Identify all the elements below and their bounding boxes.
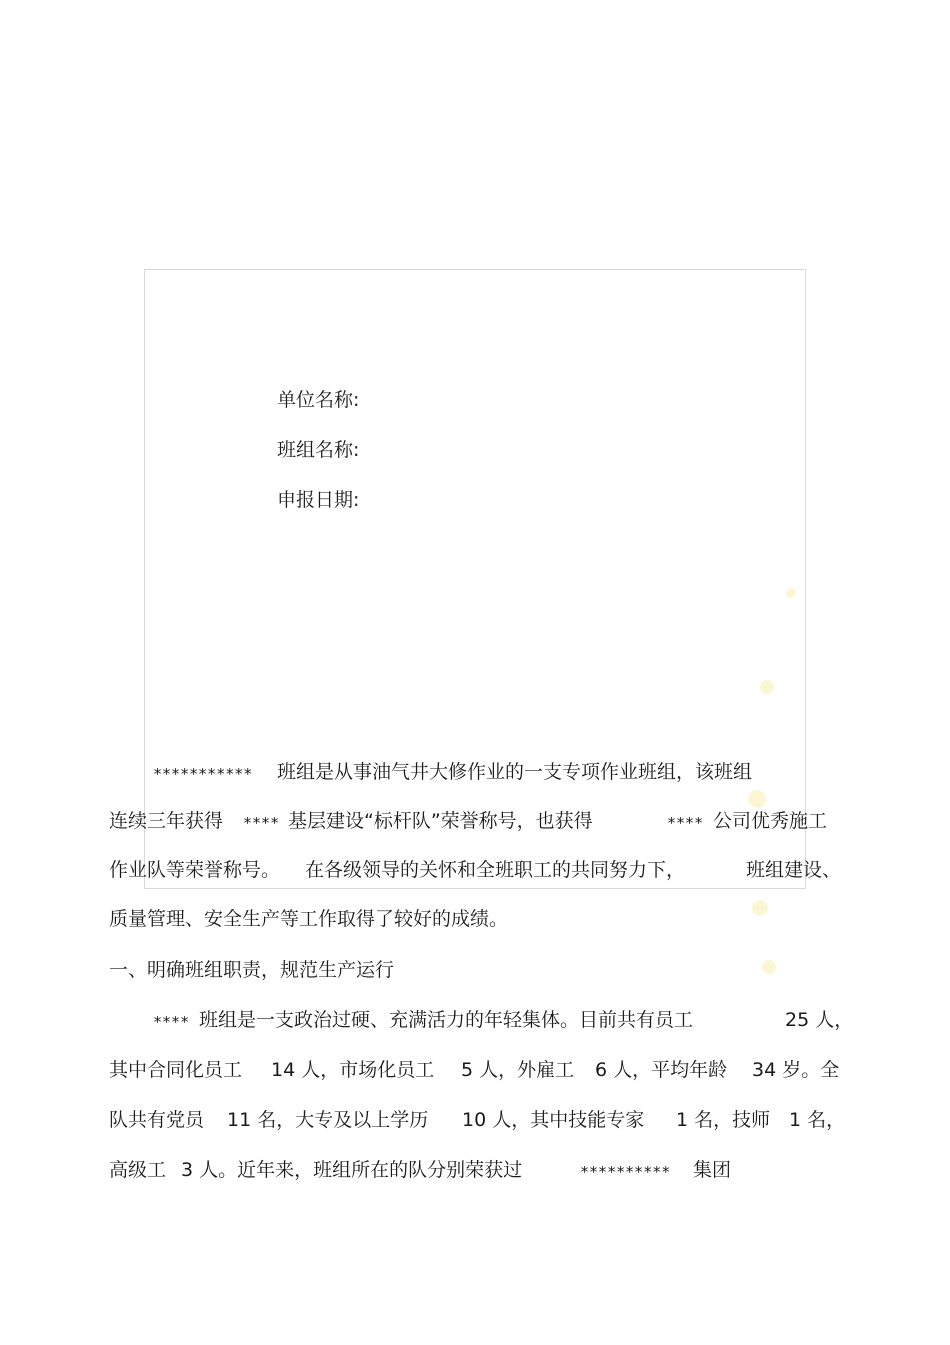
team-name-label: 班组名称:	[277, 439, 360, 461]
text-segment: 公司优秀施工	[713, 810, 828, 832]
masked-text: ****	[243, 814, 280, 832]
text-segment: 10 人，其中技能专家	[462, 1109, 645, 1131]
report-date-label: 申报日期:	[277, 489, 360, 511]
masked-text: ****	[667, 814, 704, 832]
text-segment: 6 人，平均年龄	[595, 1059, 728, 1081]
text-segment: 高级工	[109, 1159, 167, 1181]
text-segment: 基层建设“标杆队”荣誉称号，也获得	[288, 810, 593, 832]
unit-name-label: 单位名称:	[277, 389, 360, 411]
decoration-dot	[786, 588, 796, 598]
text-segment: 集团	[693, 1159, 732, 1181]
text-segment: 班组建设、	[746, 859, 842, 881]
text-segment: 班组是一支政治过硬、充满活力的年轻集体。目前共有员工	[199, 1009, 694, 1031]
text-segment: 连续三年获得	[109, 810, 224, 832]
text-segment: 1 名，技师	[676, 1109, 771, 1131]
decoration-dot	[762, 960, 776, 974]
decoration-dot	[752, 900, 768, 916]
decoration-dot	[760, 680, 774, 694]
text-segment: 3 人。近年来，班组所在的队分别荣获过	[181, 1159, 523, 1181]
intro-line-4: 质量管理、安全生产等工作取得了较好的成绩。	[109, 908, 509, 930]
masked-text: **********	[580, 1163, 671, 1181]
text-segment: 在各级领导的关怀和全班职工的共同努力下，	[305, 859, 686, 881]
intro-text: 班组是从事油气井大修作业的一支专项作业班组，该班组	[277, 761, 753, 783]
cover-frame	[144, 269, 806, 889]
employee-count: 25 人，	[785, 1009, 854, 1031]
text-segment: 队共有党员	[109, 1109, 205, 1131]
masked-team-name: ****	[153, 1013, 190, 1031]
text-segment: 其中合同化员工	[109, 1059, 243, 1081]
text-segment: 1 名，	[789, 1109, 846, 1131]
text-segment: 34 岁。全	[752, 1059, 840, 1081]
decoration-dot	[748, 790, 766, 808]
section-heading: 一、明确班组职责，规范生产运行	[109, 959, 395, 981]
masked-team-name: ***********	[153, 765, 253, 783]
text-segment: 14 人，市场化员工	[271, 1059, 435, 1081]
text-segment: 5 人，外雇工	[461, 1059, 575, 1081]
text-segment: 11 名，大专及以上学历	[227, 1109, 429, 1131]
text-segment: 作业队等荣誉称号。	[109, 859, 281, 881]
